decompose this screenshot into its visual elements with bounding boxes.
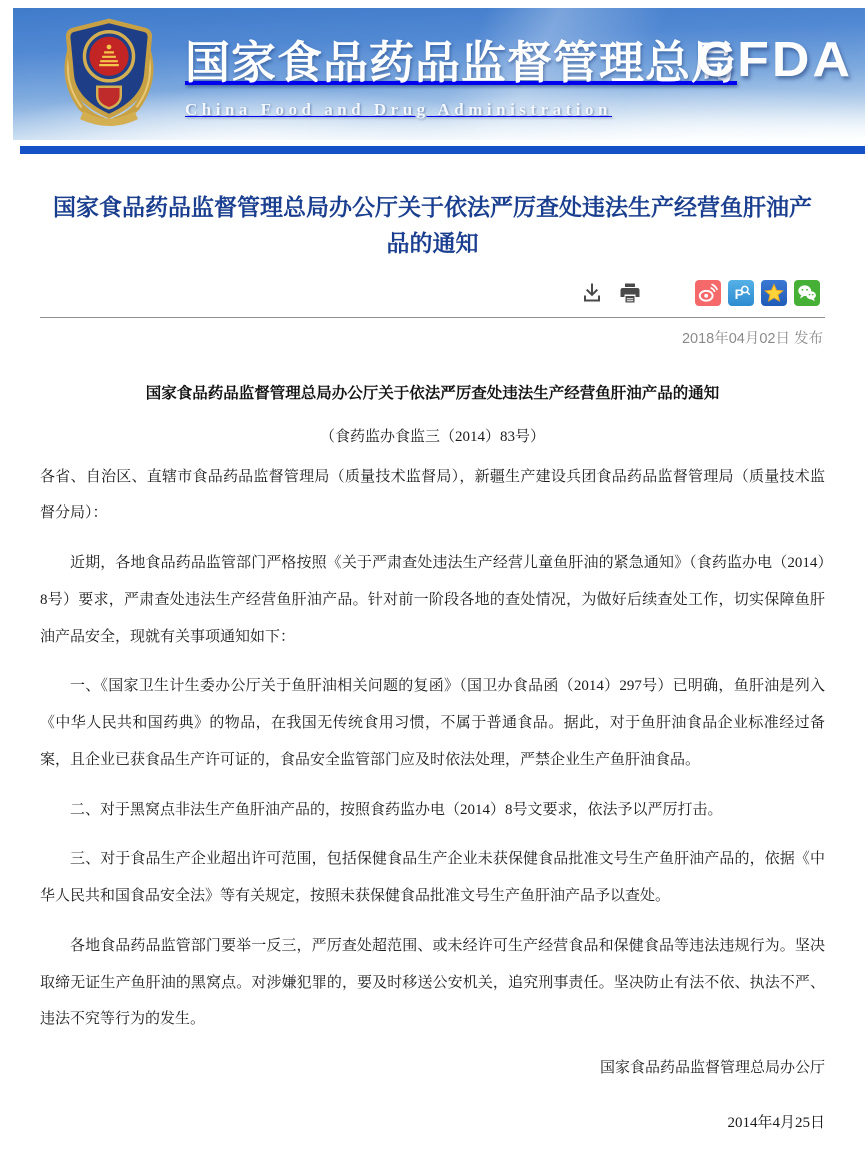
download-icon[interactable] bbox=[580, 280, 606, 306]
page-title: 国家食品药品监督管理总局办公厅关于依法严厉查处违法生产经营鱼肝油产品的通知 bbox=[53, 195, 812, 257]
title-separator-line bbox=[40, 317, 825, 318]
paragraph-item-2: 二、对于黑窝点非法生产鱼肝油产品的，按照食药监办电（2014）8号文要求，依法予以严厉打击。 bbox=[70, 801, 723, 818]
weibo-share-icon[interactable] bbox=[695, 280, 721, 306]
paragraph-closing: 各地食品药品监管部门要举一反三，严厉查处超范围、或未经许可生产经营食品和保健食品等违法违规行为。坚决取缔无证生产鱼肝油的黑窝点。对涉嫌犯罪的，要及时移送公安机关，追究刑事责任。坚决防止有法不依、执法不严、违法不究等行为的发生。 bbox=[40, 937, 825, 1028]
share-buttons bbox=[688, 280, 820, 306]
paragraph-intro: 近期，各地食品药品监管部门严格按照《关于严肃查处违法生产经营儿童鱼肝油的紧急通知》（食药监办电（2014）8号）要求，严肃查处违法生产经营鱼肝油产品。针对前一阶段各地的查处情况，为做好后续查处工作，切实保障鱼肝油产品安全，现就有关事项通知如下： bbox=[40, 555, 825, 645]
qzone-share-icon[interactable] bbox=[761, 280, 787, 306]
site-header-banner bbox=[13, 8, 865, 140]
baidu-share-icon[interactable] bbox=[728, 280, 754, 306]
document-number: （食药监办食监三（2014）83号） bbox=[319, 428, 545, 445]
wechat-share-icon[interactable] bbox=[794, 280, 820, 306]
paragraph-item-3: 三、对于食品生产企业超出许可范围，包括保健食品生产企业未获保健食品批准文号生产鱼肝油产品的，依据《中华人民共和国食品安全法》等有关规定，按照未获保健食品批准文号生产鱼肝油产品予以查处。 bbox=[40, 851, 825, 905]
signature-org: 国家食品药品监督管理总局办公厅 bbox=[599, 1060, 825, 1077]
paragraph-addressee: 各省、自治区、直辖市食品药品监督管理局（质量技术监督局），新疆生产建设兵团食品药品监督管理局（质量技术监督分局）： bbox=[40, 468, 825, 522]
article-title: 国家食品药品监督管理总局办公厅关于依法严厉查处违法生产经营鱼肝油产品的通知 bbox=[145, 384, 720, 402]
org-name-english: China Food and Drug Administration bbox=[185, 100, 612, 119]
svg-text:P: P bbox=[734, 286, 744, 302]
org-home-link[interactable] bbox=[185, 26, 737, 120]
cfda-logo-text: CFDA bbox=[696, 32, 853, 88]
print-icon[interactable] bbox=[618, 280, 644, 306]
paragraph-item-1: 一、《国家卫生计生委办公厅关于鱼肝油相关问题的复函》（国卫办食品函（2014）297号）已明确，鱼肝油是列入《中华人民共和国药典》的物品，在我国无传统食用习惯，不属于普通食品。据此，对于鱼肝油食品企业标准经过备案，且企业已获食品生产许可证的，食品安全监管部门应及时依法处理，严禁企业生产鱼肝油食品。 bbox=[40, 678, 825, 768]
cfda-emblem-icon bbox=[55, 16, 163, 133]
header-divider-bar bbox=[20, 146, 865, 154]
signature-date: 2014年4月25日 bbox=[727, 1114, 825, 1131]
toolbar bbox=[0, 279, 865, 307]
article-body bbox=[0, 381, 865, 1168]
publish-date: 2018年04月02日 发布 bbox=[681, 330, 823, 347]
org-name-chinese: 国家食品药品监督管理总局 bbox=[185, 37, 738, 88]
